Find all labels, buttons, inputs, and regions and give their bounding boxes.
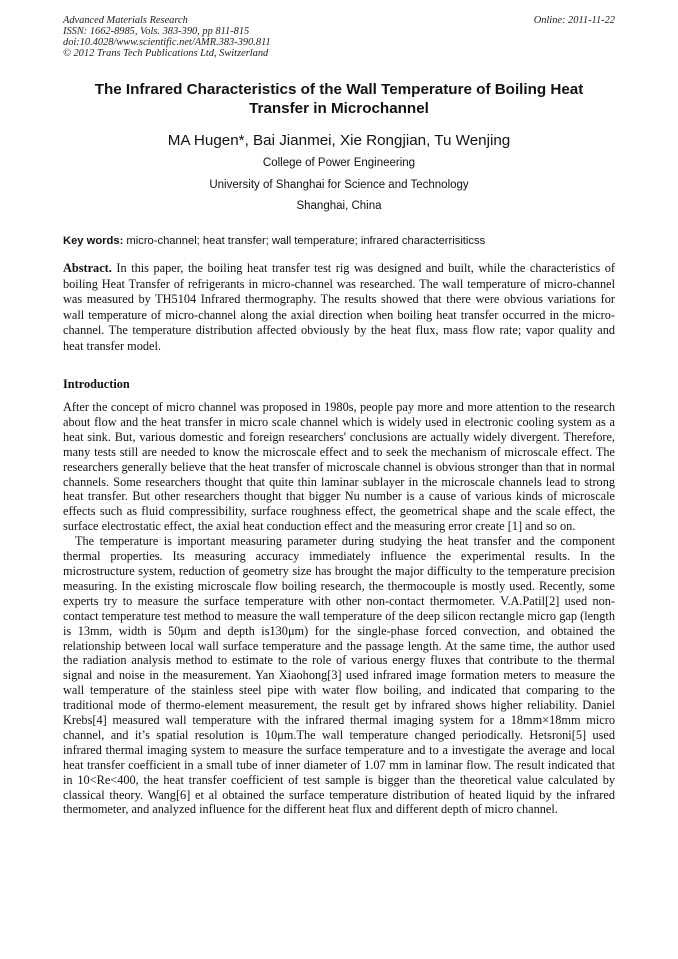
keywords-label: Key words: xyxy=(63,235,124,247)
abstract-label: Abstract. xyxy=(63,261,112,275)
journal-info xyxy=(63,15,615,59)
abstract-paragraph xyxy=(63,261,615,355)
affiliation-university: University of Shanghai for Science and Technology xyxy=(209,179,469,191)
journal-header xyxy=(63,15,615,59)
introduction-paragraph-1: After the concept of micro channel was proposed in 1980s, people pay more and more attention to the research about flow and the heat transfer in micro scale channel which is widely used in electronic cooling system as a heat sink. But, various domestic and foreign researchers' conclusions are actually widely divergent. Therefore, many tests still are needed to know the microscale effect and to seek the mechanism of microscale effect. The researchers generally believe that the heat transfer of microscale channel is obvious stronger than that in normal channels. Some researchers thought that quite thin laminar sublayer in the microscale channels lead to strong heat transfer. But other researchers thought that bigger Nu number is a cause of various kinds of microscale effects such as fluid compressibility, surface roughness effect, the geometrical shape and the scale effect, the surface electrostatic effect, the axial heat conduction effect and the measuring error create [1] and so on. xyxy=(63,400,615,534)
abstract-text: In this paper, the boiling heat transfer test rig was designed and built, while the characteristics of boiling Heat Transfer of refrigerants in micro-channel was researched. The wall temperature of micro-channel was measured by TH5104 Infrared thermography. The results showed that there were obvious variations for wall temperature of micro-channel along the axial direction when boiling heat transfer occurred in the micro-channel. The temperature distribution affected obviously by the heat flux, mass flow rate; vapor quality and heat transfer model. xyxy=(63,261,615,353)
journal-name: Advanced Materials Research xyxy=(63,15,188,26)
keywords-line xyxy=(63,234,615,248)
issn-line: ISSN: 1662-8985, Vols. 383-390, pp 811-815 xyxy=(63,26,250,37)
copyright-line: © 2012 Trans Tech Publications Ltd, Switzerland xyxy=(63,48,269,59)
introduction-paragraph-2: The temperature is important measuring parameter during studying the heat transfer and the component thermal properties. Its measuring accuracy immediately influence the experimental results. In the microstructure system, reduction of geometry size has brought the major difficulty to the temperature precision measuring. In the existing microscale flow boiling research, the thermocouple is mostly used. Recently, some experts try to measure the surface temperature with other non-contact thermometer. V.A.Patil[2] used non-contact temperature test method to measure the wall temperature of the deep silicon rectangle micro gap (length is 13mm, width is 50μm and depth is130μm) for the single-phase forced convection, and obtained the relationship between local wall surface temperature and the passage length. At the same time, the author used the radiation analysis method to estimate to the role of various energy fluxes that contribute to the thermal signal and noise in the measurement. Yan Xiaohong[3] used infrared image formation meters to measure the wall temperature of the stainless steel pipe with water flow boiling, and indicated that comparing to the traditional mode of thermo-element measurement, the result get by infrared shows higher reliability. Daniel Krebs[4] measured wall temperature with the infrared thermal imaging system for a 18mm×18mm micro channel, and it’s spatial resolution is 10μm.The wall temperature changed periodically. Hetsroni[5] used infrared thermal imaging system to measure the surface temperature and to a investigate the average and local heat transfer coefficient in a small tube of inner diameter of 1.07 mm in laminar flow. The result indicated that in 10<Re<400, the heat transfer coefficient of test sample is bigger than the theoretical value calculated by classical theory. Wang[6] et al obtained the surface temperature distribution of heated liquid by the infrared thermometer, and analyzed influence for the different heat flux and different depth of micro channel. xyxy=(63,534,615,817)
introduction-heading: Introduction xyxy=(63,377,130,391)
author-list: MA Hugen*, Bai Jianmei, Xie Rongjian, Tu Wenjing xyxy=(167,132,511,149)
keywords-text: micro-channel; heat transfer; wall temperature; infrared characterrisiticss xyxy=(123,235,486,247)
affiliation-location: Shanghai, China xyxy=(296,200,382,212)
online-date: Online: 2011-11-22 xyxy=(533,15,615,26)
doi-line: doi:10.4028/www.scientific.net/AMR.383-390.811 xyxy=(63,37,271,48)
introduction-body xyxy=(63,400,615,817)
paper-title: The Infrared Characteristics of the Wall Temperature of Boiling Heat Transfer in Microchannel xyxy=(94,81,584,117)
affiliation-college: College of Power Engineering xyxy=(262,157,416,169)
